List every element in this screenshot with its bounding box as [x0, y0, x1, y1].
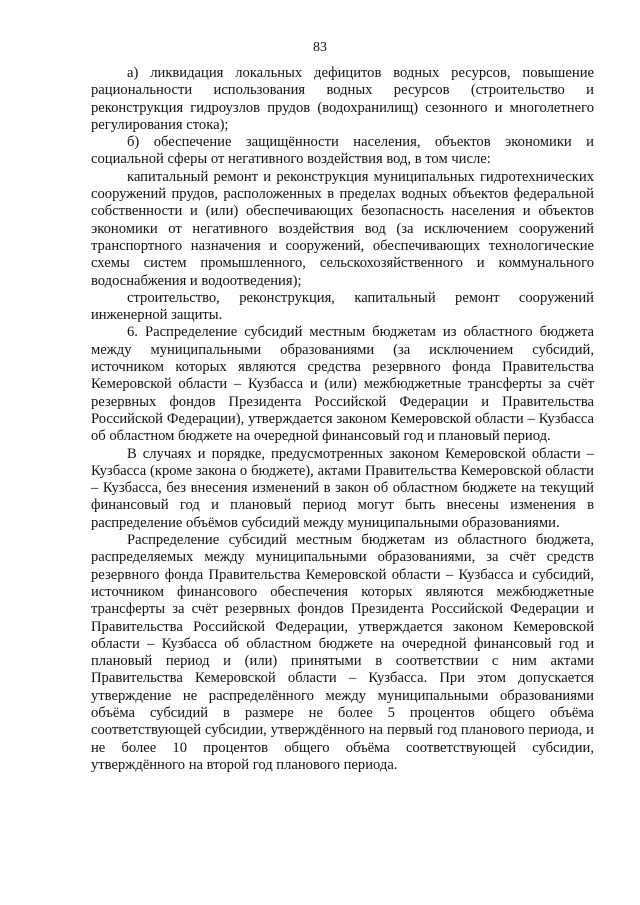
paragraph-section-6: 6. Распределение субсидий местным бюджетам из областного бюджета между муниципальными образованиями (за исключением субсидий, источником которых являются средства резервного фонда Правительства Кемеровской области – Кузбасса и (или) межбюджетные трансферты за счёт резервных фондов Президента Российской Федерации и Правительства Российской Федерации), утверждается законом Кемеровской области – Кузбасса об областном бюджете на очередной финансовый год и плановый период.	[91, 324, 594, 445]
paragraph-capital-repair: капитальный ремонт и реконструкция муниципальных гидротехнических сооружений прудов, расположенных в пределах водных объектов федеральной собственности и (или) обеспечивающих безопасность населения и объектов экономики от негативного воздействия вод (за исключением сооружений транспортного назначения и сооружений, обеспечивающих технологические схемы систем промышленного, сельскохозяйственного и коммунального водоснабжения и водоотведения);	[91, 168, 594, 289]
paragraph-reserve-fund: Распределение субсидий местным бюджетам из областного бюджета, распределяемых между муниципальными образованиями, за счёт средств резервного фонда Правительства Кемеровской области – Кузбасса и субсидий, источником финансового обеспечения которых являются межбюджетные трансферты за счёт резервных фондов Президента Российской Федерации и Правительства Российской Федерации, утверждается законом Кемеровской области – Кузбасса об областном бюджете на очередной финансовый год и плановый период и (или) принятыми в соответствии с ним актами Правительства Кемеровской области – Кузбасса. При этом допускается утверждение не распределённого между муниципальными образованиями объёма субсидий в размере не более 5 процентов общего объёма соответствующей субсидии, утверждённого на первый год планового периода, и не более 10 процентов общего объёма соответствующей субсидии, утверждённого на второй год планового периода.	[91, 532, 594, 773]
paragraph-item-a: а) ликвидация локальных дефицитов водных ресурсов, повышение рациональности использования водных ресурсов (строительство и реконструкция гидроузлов прудов (водохранилищ) сезонного и многолетнего регулирования стока);	[91, 65, 594, 133]
page-number: 83	[313, 40, 327, 55]
paragraph-construction: строительство, реконструкция, капитальный ремонт сооружений инженерной защиты.	[91, 289, 594, 324]
document-body	[91, 65, 594, 774]
paragraph-item-b: б) обеспечение защищённости населения, объектов экономики и социальной сферы от негативного воздействия вод, в том числе:	[91, 134, 594, 168]
paragraph-changes: В случаях и порядке, предусмотренных законом Кемеровской области – Кузбасса (кроме закона о бюджете), актами Правительства Кемеровской области – Кузбасса, без внесения изменений в закон об областном бюджете на текущий финансовый год и плановый период могут быть внесены изменения в распределение объёмов субсидий между муниципальными образованиями.	[91, 445, 594, 531]
